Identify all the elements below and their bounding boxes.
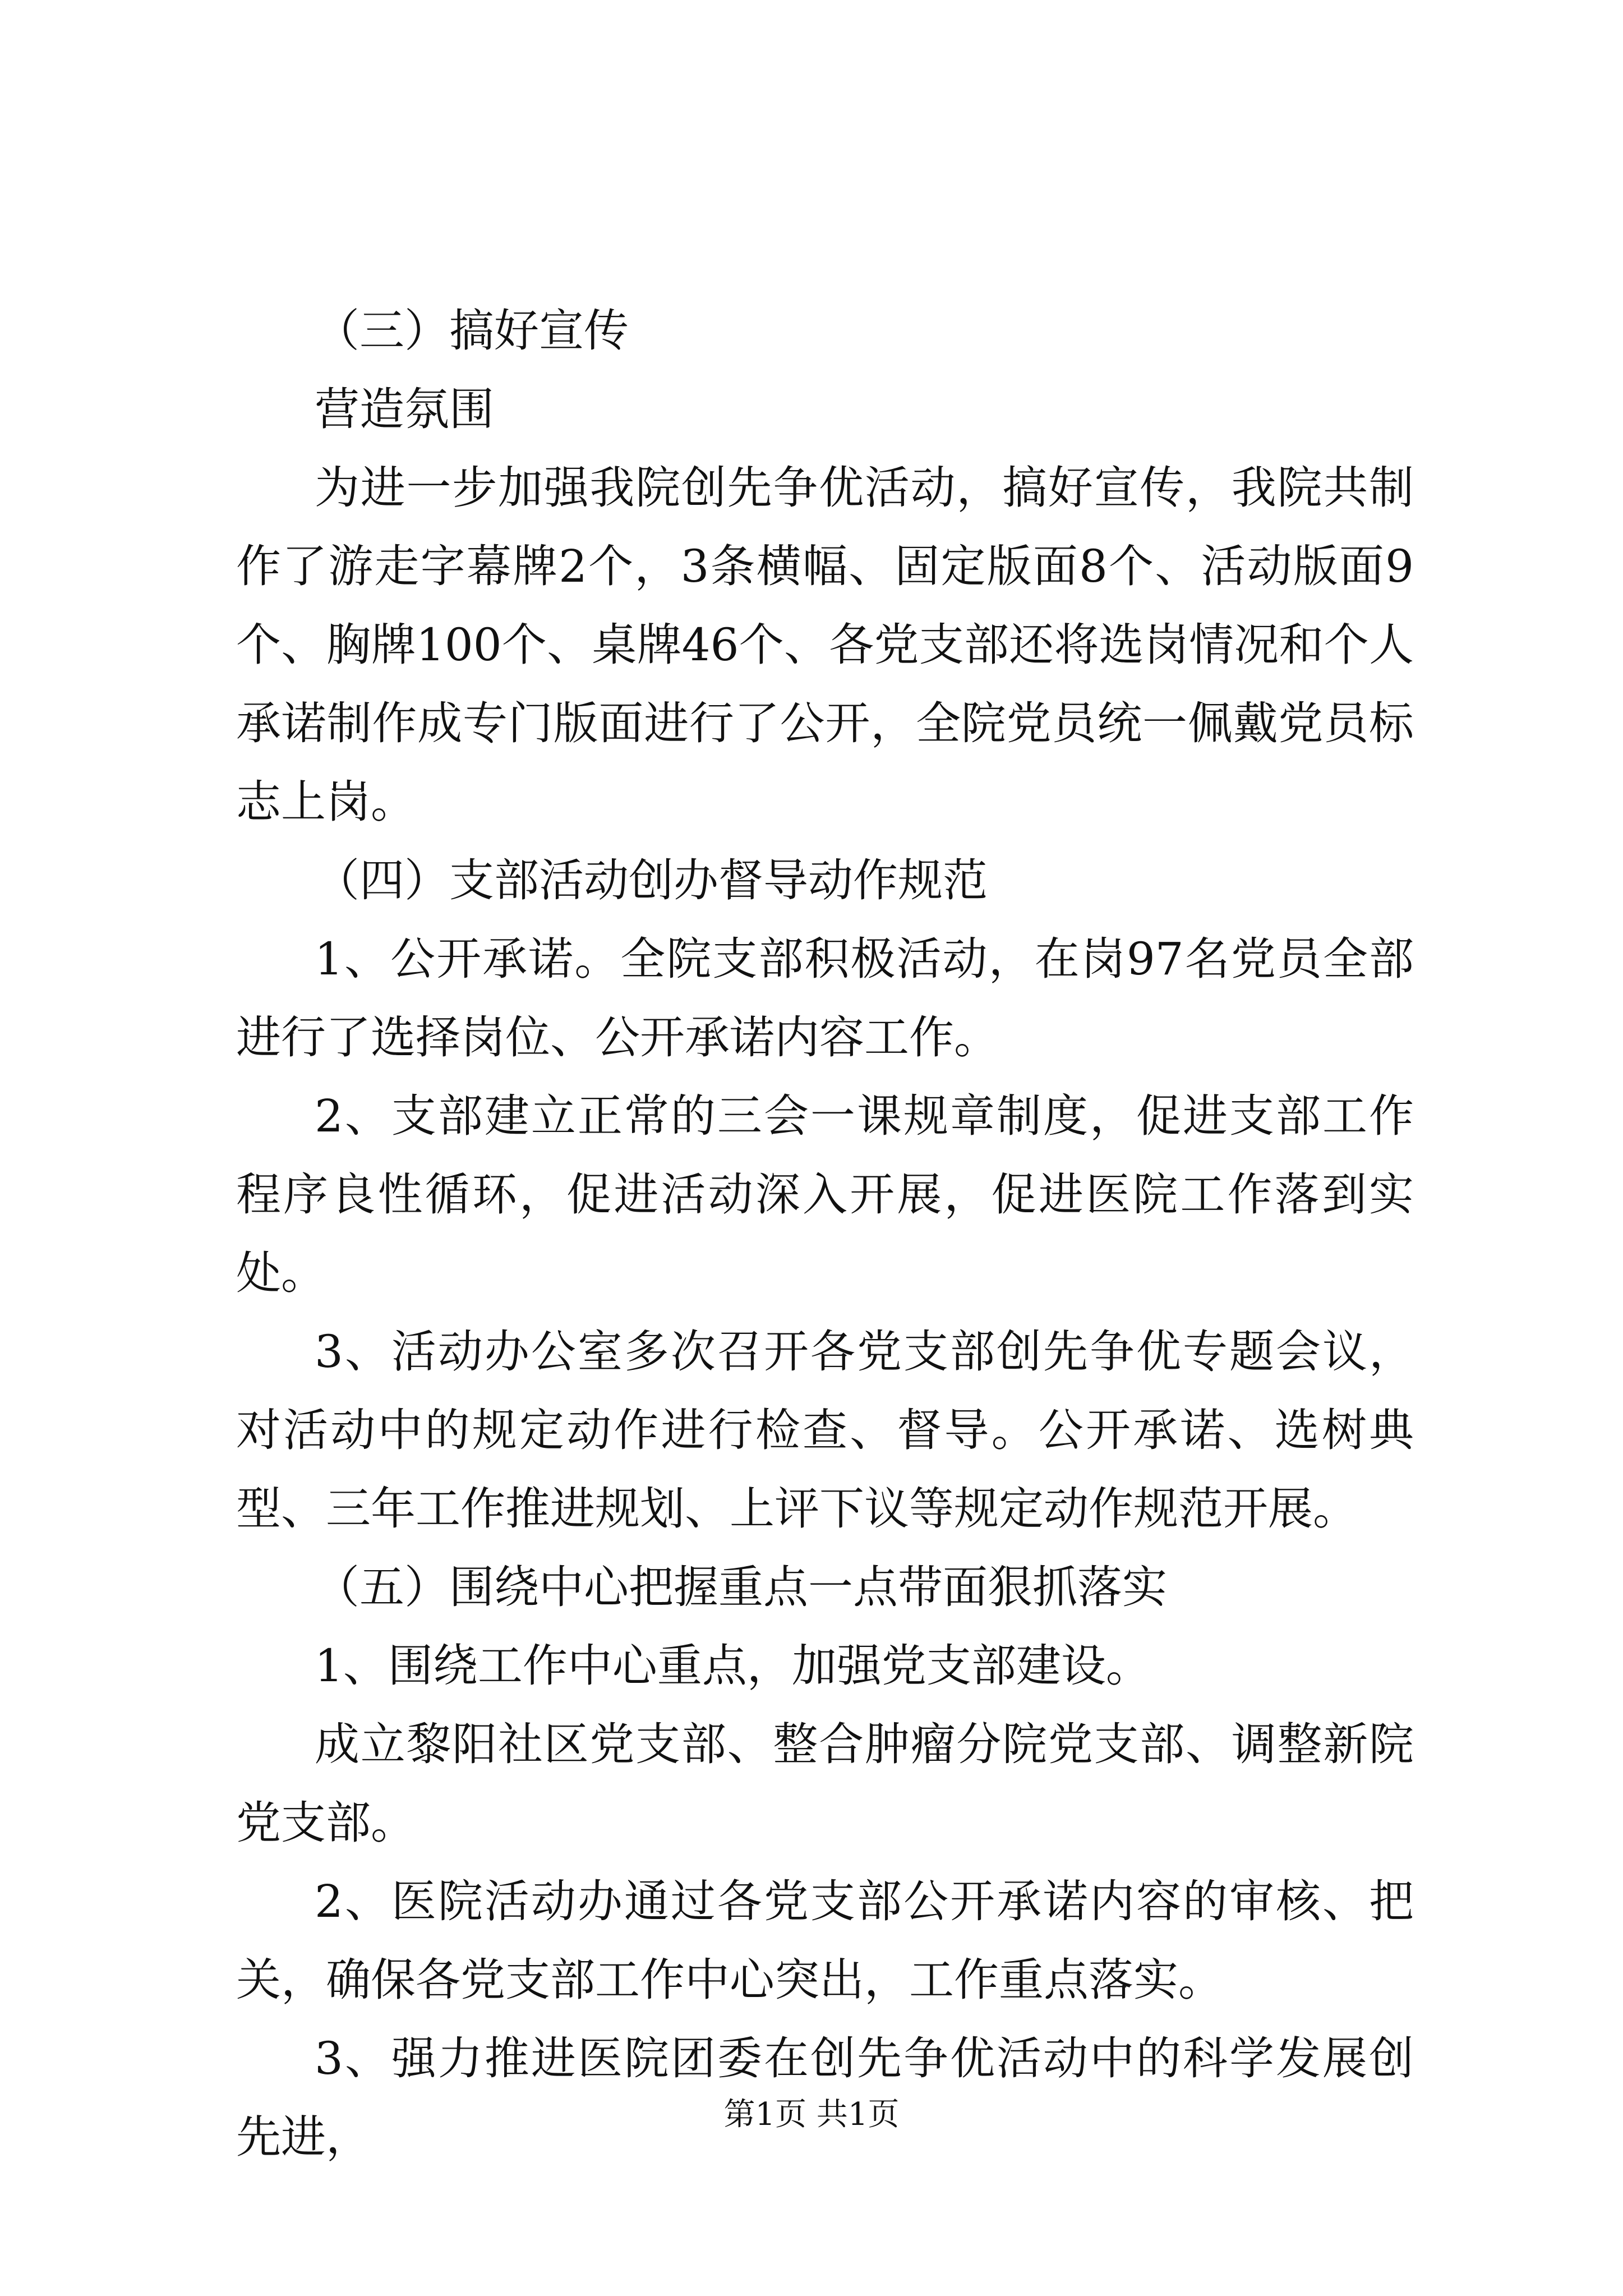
document-body: [236, 292, 1414, 2177]
paragraph: 营造氛围: [315, 383, 494, 435]
page-footer: [0, 2090, 1623, 2134]
paragraph: 2、支部建立正常的三会一课规章制度，促进支部工作程序良性循环，促进活动深入开展，促进医院工作落到实处。: [236, 1090, 1414, 1299]
paragraph: 1、围绕工作中心重点，加强党支部建设。: [315, 1640, 1151, 1692]
paragraph: 为进一步加强我院创先争优活动，搞好宣传，我院共制作了游走字幕牌2个，3条横幅、固定版面8个、活动版面9个、胸牌100个、桌牌46个、各党支部还将选岗情况和个人承诺制作成专门版面进行了公开，全院党员统一佩戴党员标志上岗。: [236, 462, 1414, 828]
paragraph: 成立黎阳社区党支部、整合肿瘤分院党支部、调整新院党支部。: [236, 1718, 1414, 1849]
paragraph: 1、公开承诺。全院支部积极活动，在岗97名党员全部进行了选择岗位、公开承诺内容工作。: [236, 933, 1414, 1064]
paragraph: 2、医院活动办通过各党支部公开承诺内容的审核、把关，确保各党支部工作中心突出，工作重点落实。: [236, 1875, 1414, 2006]
paragraph: 3、强力推进医院团委在创先争优活动中的科学发展创先进，: [236, 2032, 1414, 2163]
section-heading-3: （三）搞好宣传: [315, 305, 629, 357]
paragraph: 3、活动办公室多次召开各党支部创先争优专题会议，对活动中的规定动作进行检查、督导。公开承诺、选树典型、三年工作推进规划、上评下议等规定动作规范开展。: [236, 1326, 1414, 1535]
page-number-label: 第1页 共1页: [723, 2096, 900, 2133]
section-heading-4: （四）支部活动创办督导动作规范: [315, 854, 988, 907]
section-heading-5: （五）围绕中心把握重点一点带面狠抓落实: [315, 1561, 1167, 1613]
